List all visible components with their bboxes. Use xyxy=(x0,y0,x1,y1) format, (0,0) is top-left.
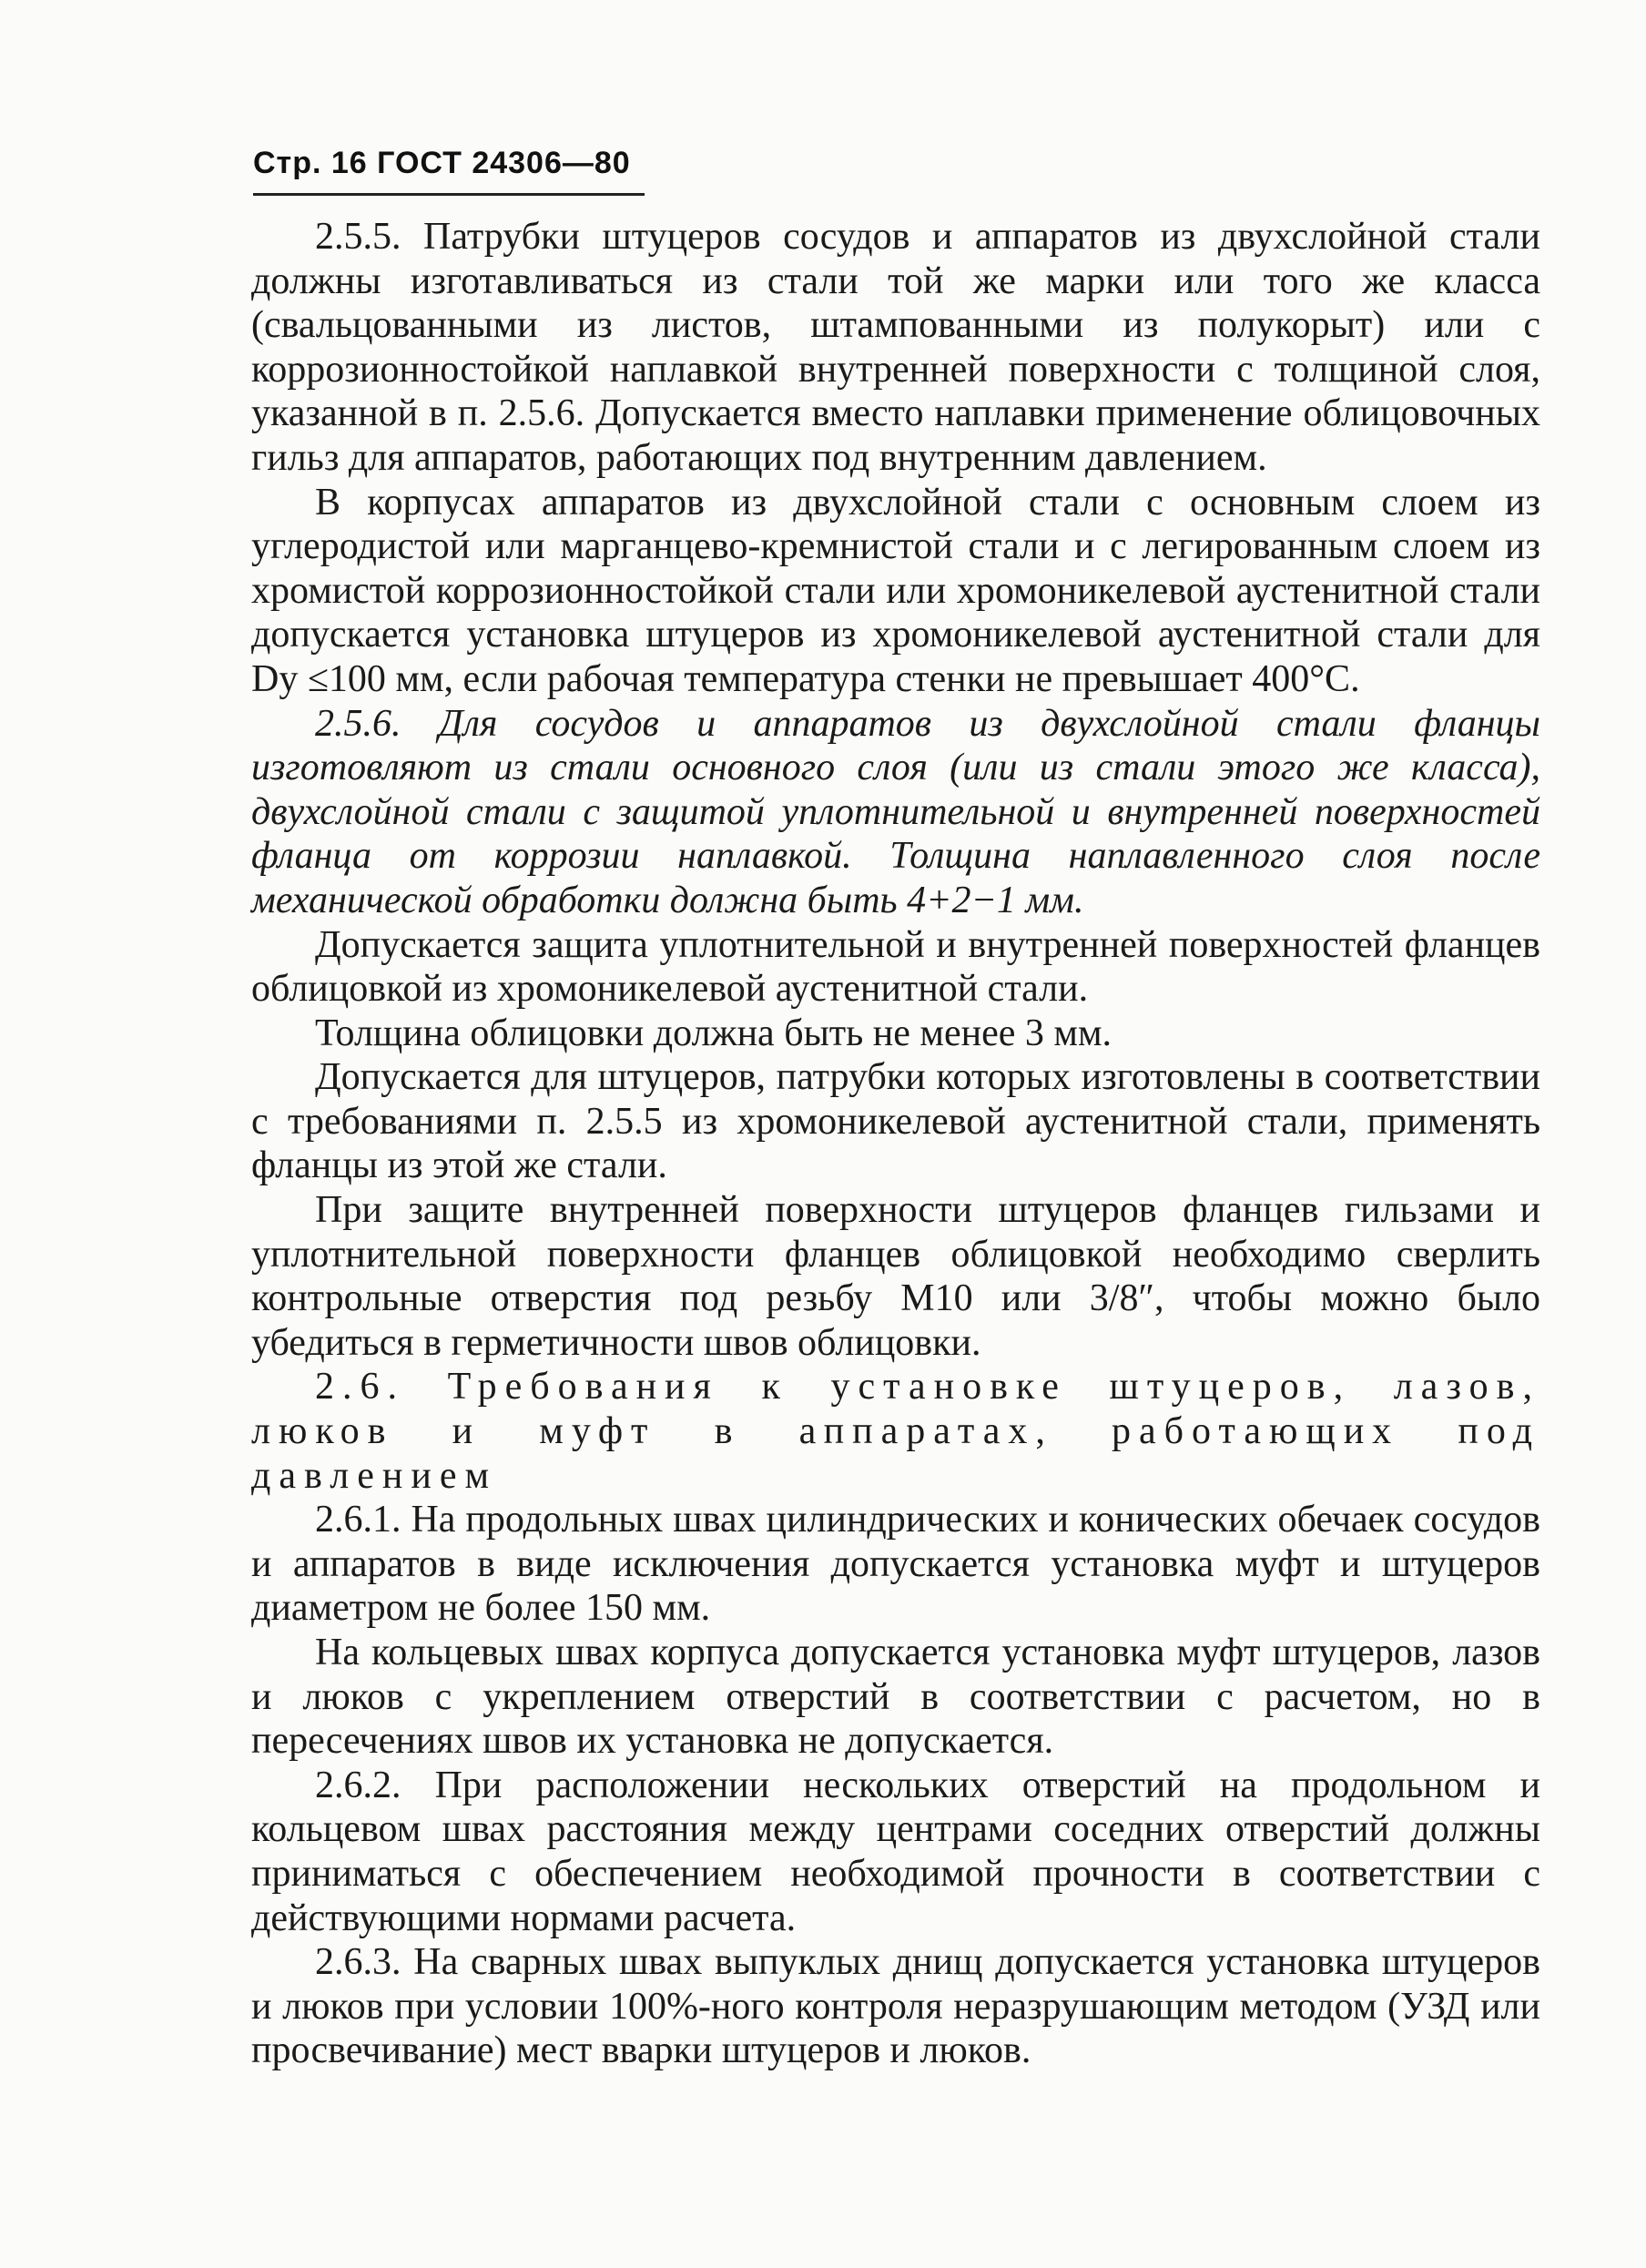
paragraph-control-holes: При защите внутренней поверхности штуцеров фланцев гильзами и уплотнительной поверхности фланцев облицовкой необходимо сверлить контрольные отверстия под резьбу М10 или 3/8″, чтобы можно было убедиться в герметичности швов облицовки. xyxy=(251,1189,1540,1364)
paragraph-carbon-steel-fittings: В корпусах аппаратов из двухслойной стали с основным слоем из углеродистой или марганцево-кремнистой стали и с легированным слоем из хромистой коррозионностойкой стали или хромоникелевой аустенитной стали допускается установка штуцеров из хромоникелевой аустенитной стали для Dу ≤100 мм, если рабочая температура стенки не превышает 400°С. xyxy=(251,481,1540,700)
header-rule xyxy=(253,193,645,196)
section-heading-2-6: 2.6. Требования к установке штуцеров, лазов, люков и муфт в аппаратах, работающих под давлением xyxy=(251,1366,1540,1497)
paragraph-2-5-6: 2.5.6. Для сосудов и аппаратов из двухслойной стали фланцы изготовляют из стали основного слоя (или из стали этого же класса), двухслойной стали с защитой уплотнительной и внутренней поверхностей фланца от коррозии наплавкой. Толщина наплавленного слоя после механической обработки должна быть 4+2−1 мм. xyxy=(251,702,1540,921)
paragraph-2-6-2: 2.6.2. При расположении нескольких отверстий на продольном и кольцевом швах расстояния между центрами соседних отверстий должны приниматься с обеспечением необходимой прочности в соответствии с действующими нормами расчета. xyxy=(251,1764,1540,1939)
document-body xyxy=(251,215,1540,2073)
paragraph-2-6-3: 2.6.3. На сварных швах выпуклых днищ допускается установка штуцеров и люков при условии 100%-ного контроля неразрушающим методом (УЗД или просвечивание) мест вварки штуцеров и люков. xyxy=(251,1941,1540,2072)
paragraph-flange-cladding: Допускается защита уплотнительной и внутренней поверхностей фланцев облицовкой из хромоникелевой аустенитной стали. xyxy=(251,923,1540,1011)
paragraph-circumferential-seams: На кольцевых швах корпуса допускается установка муфт штуцеров, лазов и люков с укреплением отверстий в соответствии с расчетом, но в пересечениях швов их установка не допускается. xyxy=(251,1632,1540,1763)
paragraph-flange-material: Допускается для штуцеров, патрубки которых изготовлены в соответствии с требованиями п. 2.5.5 из хромоникелевой аустенитной стали, применять фланцы из этой же стали. xyxy=(251,1056,1540,1187)
page-header: Стр. 16 ГОСТ 24306—80 xyxy=(253,146,631,180)
paragraph-2-6-1: 2.6.1. На продольных швах цилиндрических и конических обечаек сосудов и аппаратов в виде исключения допускается установка муфт и штуцеров диаметром не более 150 мм. xyxy=(251,1499,1540,1630)
paragraph-2-5-5: 2.5.5. Патрубки штуцеров сосудов и аппаратов из двухслойной стали должны изготавливаться из стали той же марки или того же класса (свальцованными из листов, штампованными из полукорыт) или с коррозионностойкой наплавкой внутренней поверхности с толщиной слоя, указанной в п. 2.5.6. Допускается вместо наплавки применение облицовочных гильз для аппаратов, работающих под внутренним давлением. xyxy=(251,216,1540,479)
paragraph-cladding-thickness: Толщина облицовки должна быть не менее 3 мм. xyxy=(315,1012,1113,1054)
